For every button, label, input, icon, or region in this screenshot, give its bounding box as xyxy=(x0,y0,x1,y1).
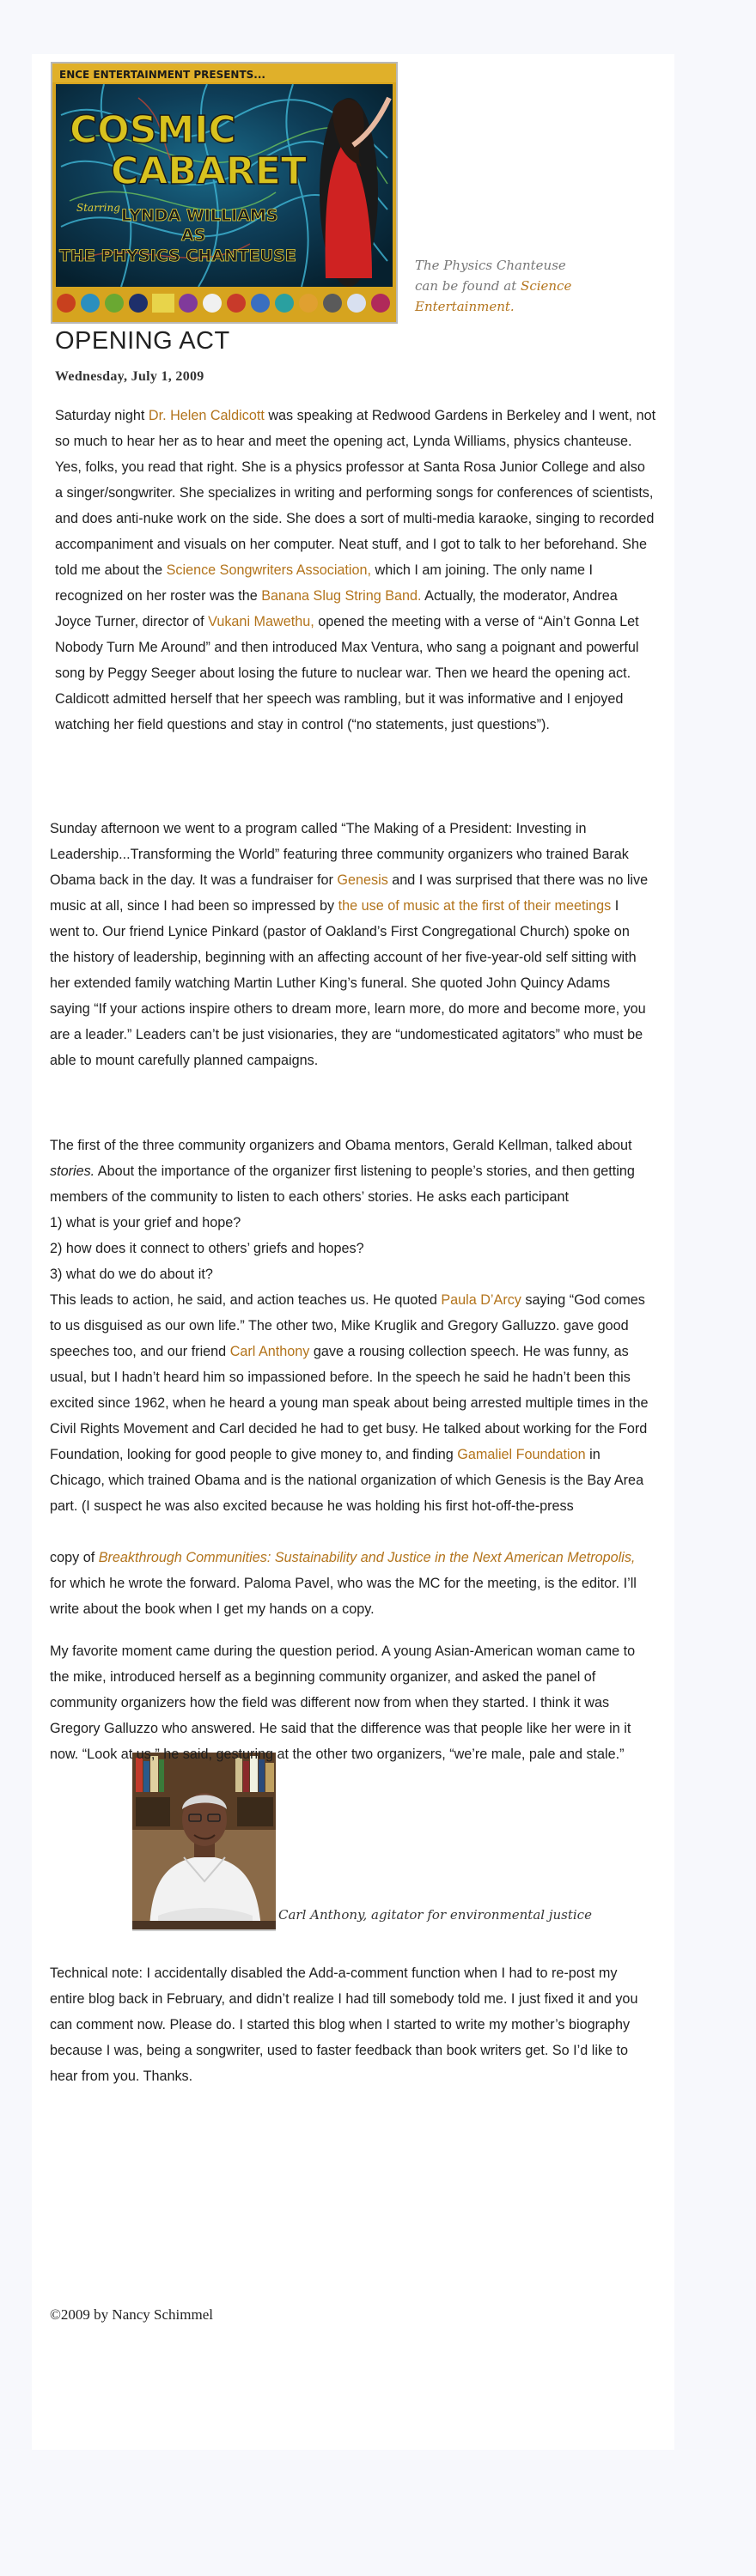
question-3: 3) what do we do about it? xyxy=(50,1267,213,1282)
paragraph-sunday: Sunday afternoon we went to a program called “The Making of a President: Investing in Leadership...Transforming the World” featuring three community organizers who trained Barak Obama back in the day. It was a fundraiser for Genesis and I was surprised that there was no live music at all, since I had been so impressed by the use of music at the first of their meetings I went to. Our friend Lynice Pinkard (pastor of Oakland’s First Congregational Church) spoke on the history of leadership, beginning with an affecting account of her five-year-old self sitting with her extended family watching Martin Luther King’s funeral. She quoted John Quincy Adams saying “If your actions inspire others to dream more, learn more, do more and become more, you are a leader.” Leaders can’t be just visionaries, they are “undomesticated agitators” who must be able to mount carefully planned campaigns. xyxy=(50,821,649,1068)
poster-starring-text: Starring xyxy=(76,202,120,214)
carl-anthony-link[interactable]: Carl Anthony xyxy=(229,1344,310,1359)
post-date: Wednesday, July 1, 2009 xyxy=(55,369,204,384)
poster-caption-line1: The Physics Chanteuse xyxy=(415,258,566,273)
gamaliel-foundation-link[interactable]: Gamaliel Foundation xyxy=(457,1447,586,1462)
entertainment-link[interactable]: Entertainment. xyxy=(415,299,515,314)
science-link[interactable]: Science xyxy=(521,278,572,294)
carl-anthony-photo xyxy=(132,1753,276,1931)
question-2: 2) how does it connect to others’ griefs and hopes? xyxy=(50,1241,364,1256)
music-at-meetings-link[interactable]: the use of music at the first of their meetings xyxy=(338,898,612,914)
paragraph-saturday: Saturday night Dr. Helen Caldicott was speaking at Redwood Gardens in Berkeley and I went, not so much to hear her as to hear and meet the opening act, Lynda Williams, physics chanteuse. Yes, folks, you read that right. She is a physics professor at Santa Rosa Junior College and also a singer/songwriter. She specializes in writing and performing songs for conferences of scientists, and does anti-nuke work on the side. She does a sort of multi-media karaoke, singing to recorded accompaniment and visuals on her computer. Neat stuff, and I got to talk to her beforehand. She told me about the Science Songwriters Association, which I am joining. The only name I recognized on her roster was the Banana Slug String Band. Actually, the moderator, Andrea Joyce Turner, director of Vukani Mawethu, opened the meeting with a verse of “Ain’t Gonna Let Nobody Turn Me Around” and then introduced Max Ventura, who sang a poignant and powerful song by Peggy Seeger about losing the future to nuclear war. Then we heard the opening act. Caldicott admitted herself that her speech was rambling, but it was informative and I enjoyed watching her field questions and stay in control (“no statements, just questions”). xyxy=(55,408,656,732)
paragraph-technical-note: Technical note: I accidentally disabled the Add-a-comment function when I had to re-post my entire blog back in February, and didn’t realize I had till somebody told me. I just fixed it and you can comment now. Please do. I started this blog when I started to write my mother’s biography because I was, being a songwriter, used to faster feedback than book writers get. So I’d like to hear from you. Thanks. xyxy=(50,1965,638,2084)
cosmic-cabaret-poster-image xyxy=(51,62,398,324)
photo-caption: Carl Anthony, agitator for environmental justice xyxy=(278,1907,592,1923)
vukani-mawethu-link[interactable]: Vukani Mawethu, xyxy=(208,614,314,629)
post-title: OPENING ACT xyxy=(55,327,230,355)
paragraph-favorite-moment: My favorite moment came during the question period. A young Asian-American woman came to the mike, introduced herself as a beginning community organizer, and asked the panel of community organizers how the field was different now from when they started. I think it was Gregory Galluzzo who answered. He said that the difference was that people like her were in it now. “Look at us,” he said, gesturing at the other two organizers, “we’re male, pale and stale.” xyxy=(50,1643,636,1762)
paula-darcy-link[interactable]: Paula D’Arcy xyxy=(441,1292,521,1308)
poster-name-line1: LYNDA WILLIAMS xyxy=(121,206,278,225)
copyright-notice: ©2009 by Nancy Schimmel xyxy=(50,2306,213,2323)
poster-name-line2: AS xyxy=(181,226,206,245)
poster-logo-line2: CABARET xyxy=(111,149,307,193)
helen-caldicott-link[interactable]: Dr. Helen Caldicott xyxy=(148,408,265,423)
poster-caption xyxy=(415,255,587,317)
poster-name-line3: THE PHYSICS CHANTEUSE xyxy=(59,246,296,265)
poster-caption-line2: can be found at xyxy=(415,278,521,294)
question-1: 1) what is your grief and hope? xyxy=(50,1215,241,1230)
breakthrough-communities-link[interactable]: Breakthrough Communities: Sustainability and Justice in the Next American Metropolis, xyxy=(98,1550,636,1565)
banana-slug-link[interactable]: Banana Slug String Band. xyxy=(261,588,422,604)
poster-logo-line1: COSMIC xyxy=(70,108,236,152)
genesis-link[interactable]: Genesis xyxy=(337,872,388,888)
poster-banner-text: ENCE ENTERTAINMENT PRESENTS... xyxy=(59,69,265,81)
page-content xyxy=(32,54,674,2450)
paragraph-organizers: The first of the three community organizers and Obama mentors, Gerald Kellman, talked about stories. About the importance of the organizer first listening to people’s stories, and then getting members of the community to listen to each others’ stories. He asks each participant 1) what is your grief and hope? 2) how does it connect to others’ griefs and hopes? 3) what do we do about it? This leads to action, he said, and action teaches us. He quoted Paula D’Arcy saying “God comes to us disguised as our own life.” The other two, Mike Kruglik and Gregory Galluzzo. gave good speeches too, and our friend Carl Anthony gave a rousing collection speech. He was funny, as usual, but I hadn’t heard him so impassioned before. In the speech he said he hadn’t been this excited since 1962, when he heard a young man speak about being arrested multiple times in the Civil Rights Movement and Carl decided he had to get busy. He talked about working for the Ford Foundation, looking for good people to give money to, and finding Gamaliel Foundation in Chicago, which trained Obama and is the national organization of which Genesis is the Bay Area part. (I suspect he was also excited because he was holding his first hot-off-the-press copy of Breakthrough Communities: Sustainability and Justice in the Next American Metropolis, for which he wrote the forward. Paloma Pavel, who was the MC for the meeting, is the editor. I’ll write about the book when I get my hands on a copy. xyxy=(50,1133,651,1622)
science-songwriters-link[interactable]: Science Songwriters Association, xyxy=(166,562,372,578)
